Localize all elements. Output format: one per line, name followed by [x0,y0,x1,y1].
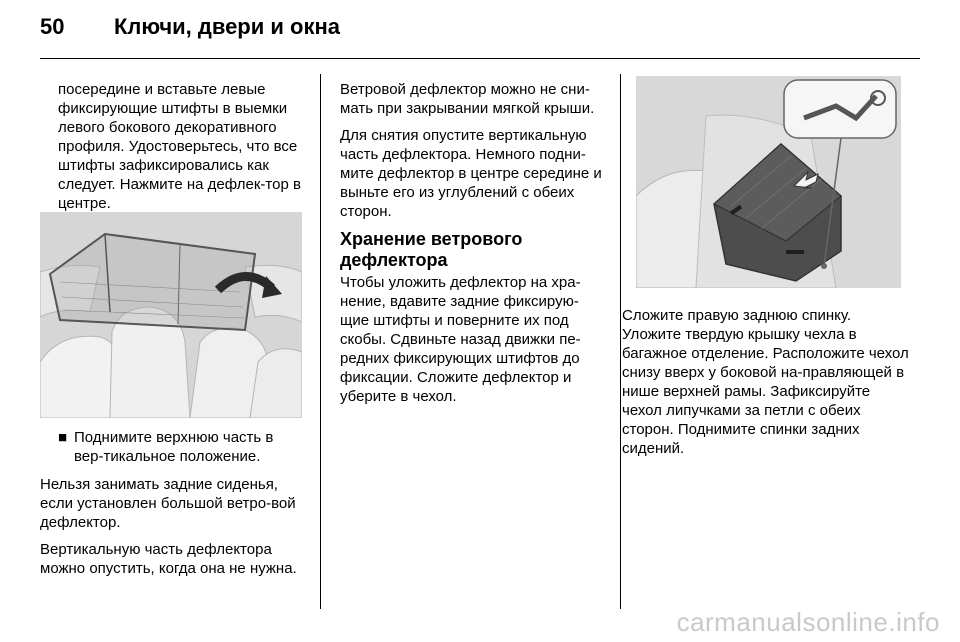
left-column-paragraphs [40,475,306,586]
right-column [622,306,912,466]
storage-bag-illustration [636,76,901,288]
bullet-icon: ■ [58,429,68,446]
header-divider [40,58,920,59]
page-number: 50 [40,14,65,39]
bullet-text: Поднимите верхнюю часть в вер-тикальное положение. [74,429,274,465]
right-paragraph-1: Сложите правую заднюю спинку. Уложите твердую крышку чехла в багажное отделение. Расположите чехол снизу вверх у боковой на-правляющей в нише верхней рамы. Зафиксируйте чехол липучками за петли с обеих сторон. Поднимите спинки задних сидений. [622,307,909,457]
column-divider-left [320,74,321,609]
middle-column [340,80,606,414]
middle-paragraph-1: Ветровой дефлектор можно не сни-мать при закрывании мягкой крыши. [340,81,595,117]
rear-seats-warning: Нельзя занимать задние сиденья, если установлен большой ветро-вой дефлектор. [40,476,296,531]
lower-vertical-part-text: Вертикальную часть дефлектора можно опустить, когда она не нужна. [40,541,297,577]
storage-heading: Хранение ветрового дефлектора [340,229,523,270]
middle-paragraph-3: Чтобы уложить дефлектор на хра-нение, вдавите задние фиксирую-щие штифты и поверните их под скобы. Сдвиньте назад движки пе-редних фиксирующих штифтов до фиксации. Сложите дефлектор и уберите в чехол. [340,274,581,405]
left-column-bottom [58,428,306,474]
watermark: carmanualsonline.info [676,607,940,637]
windscreen-deflector-illustration [40,212,302,418]
intro-paragraph: посередине и вставьте левые фиксирующие штифты в выемки левого бокового декоративного профиля. Удостоверьтесь, что все штифты зафиксировались как следует. Нажмите на дефлек-тор в центре. [58,81,301,212]
instruction-bullet [58,428,306,466]
middle-paragraph-2: Для снятия опустите вертикальную часть дефлектора. Немного подни-мите дефлектор в центре середине и выньте его из углублений с обеих сторон. [340,127,602,220]
page-title: Ключи, двери и окна [114,14,340,39]
column-divider-right [620,74,621,609]
left-column-top [58,80,306,221]
